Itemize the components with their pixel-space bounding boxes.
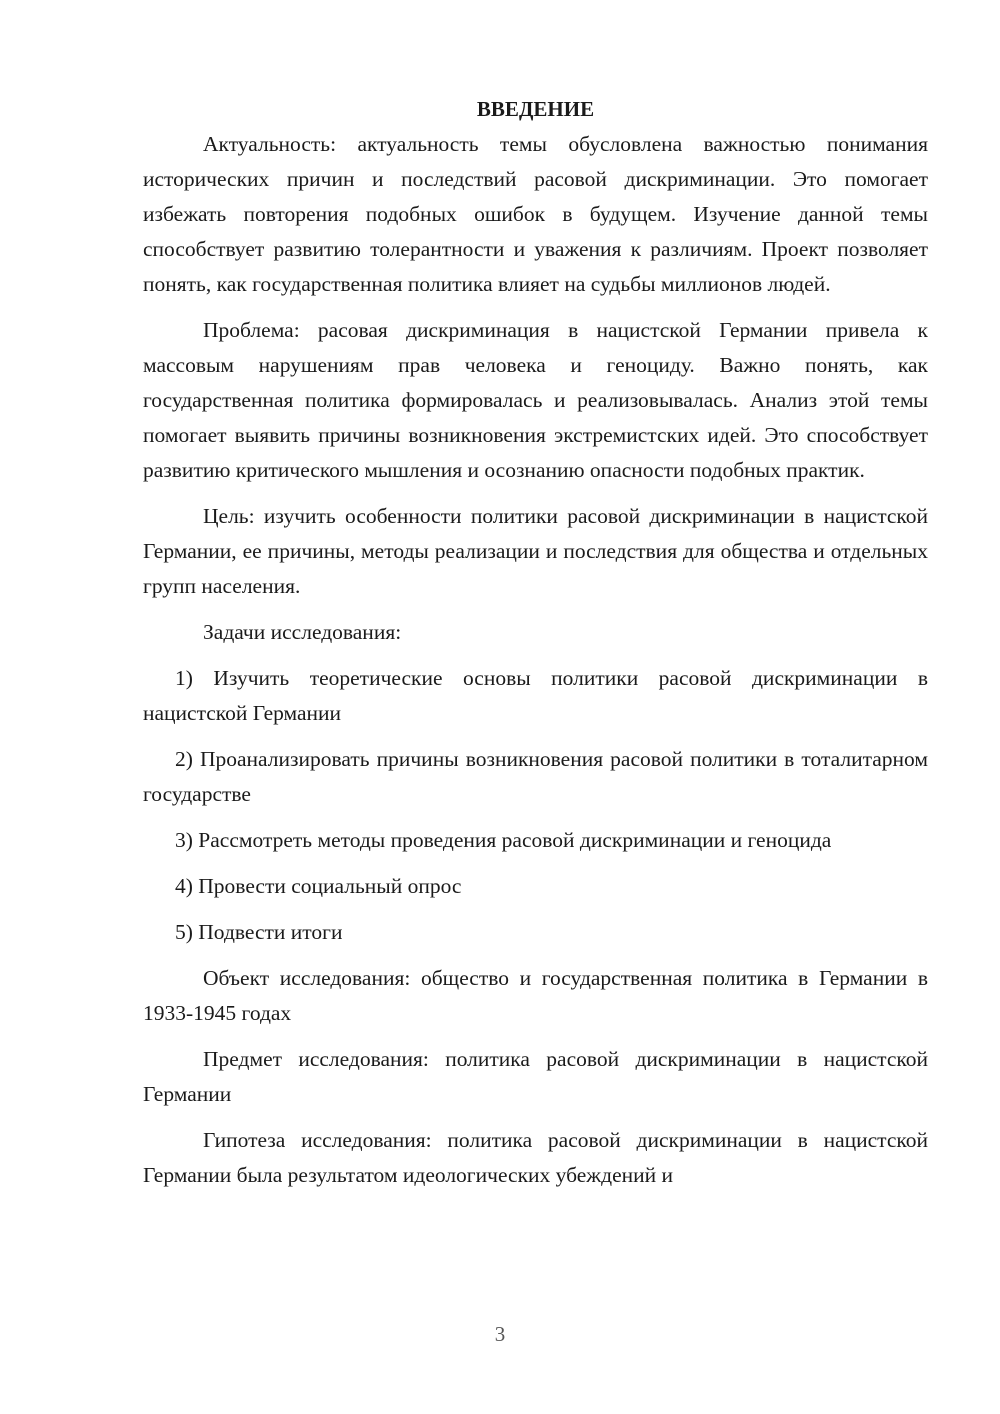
task-item-5: 5) Подвести итоги — [175, 920, 343, 944]
task-item-4: 4) Провести социальный опрос — [175, 874, 462, 898]
task-item-3: 3) Рассмотреть методы проведения расовой дискриминации и геноцида — [175, 828, 832, 852]
task-item-2: 2) Проанализировать причины возникновения расовой политики в тоталитарном государстве — [143, 747, 928, 806]
paragraph-object: Объект исследования: общество и государственная политика в Германии в 1933-1945 годах — [143, 966, 928, 1025]
section-heading: ВВЕДЕНИЕ — [476, 97, 595, 121]
page-number: 3 — [494, 1322, 506, 1346]
paragraph-goal: Цель: изучить особенности политики расовой дискриминации в нацистской Германии, ее причины, методы реализации и последствия для общества и отдельных групп населения. — [143, 504, 928, 598]
paragraph-relevance: Актуальность: актуальность темы обусловлена важностью понимания исторических причин и последствий расовой дискриминации. Это помогает избежать повторения подобных ошибок в будущем. Изучение данной темы способствует развитию толерантности и уважения к различиям. Проект позволяет понять, как государственная политика влияет на судьбы миллионов людей. — [143, 132, 928, 296]
paragraph-problem: Проблема: расовая дискриминация в нацистской Германии привела к массовым нарушениям прав человека и геноциду. Важно понять, как государственная политика формировалась и реализовывалась. Анализ этой темы помогает выявить причины возникновения экстремистских идей. Это способствует развитию критического мышления и осознанию опасности подобных практик. — [143, 318, 928, 482]
tasks-title: Задачи исследования: — [203, 620, 402, 644]
task-item-1: 1) Изучить теоретические основы политики расовой дискриминации в нацистской Германии — [143, 666, 928, 725]
document-page — [143, 92, 928, 1204]
paragraph-hypothesis: Гипотеза исследования: политика расовой дискриминации в нацистской Германии была результатом идеологических убеждений и — [143, 1128, 928, 1187]
paragraph-subject: Предмет исследования: политика расовой дискриминации в нацистской Германии — [143, 1047, 928, 1106]
